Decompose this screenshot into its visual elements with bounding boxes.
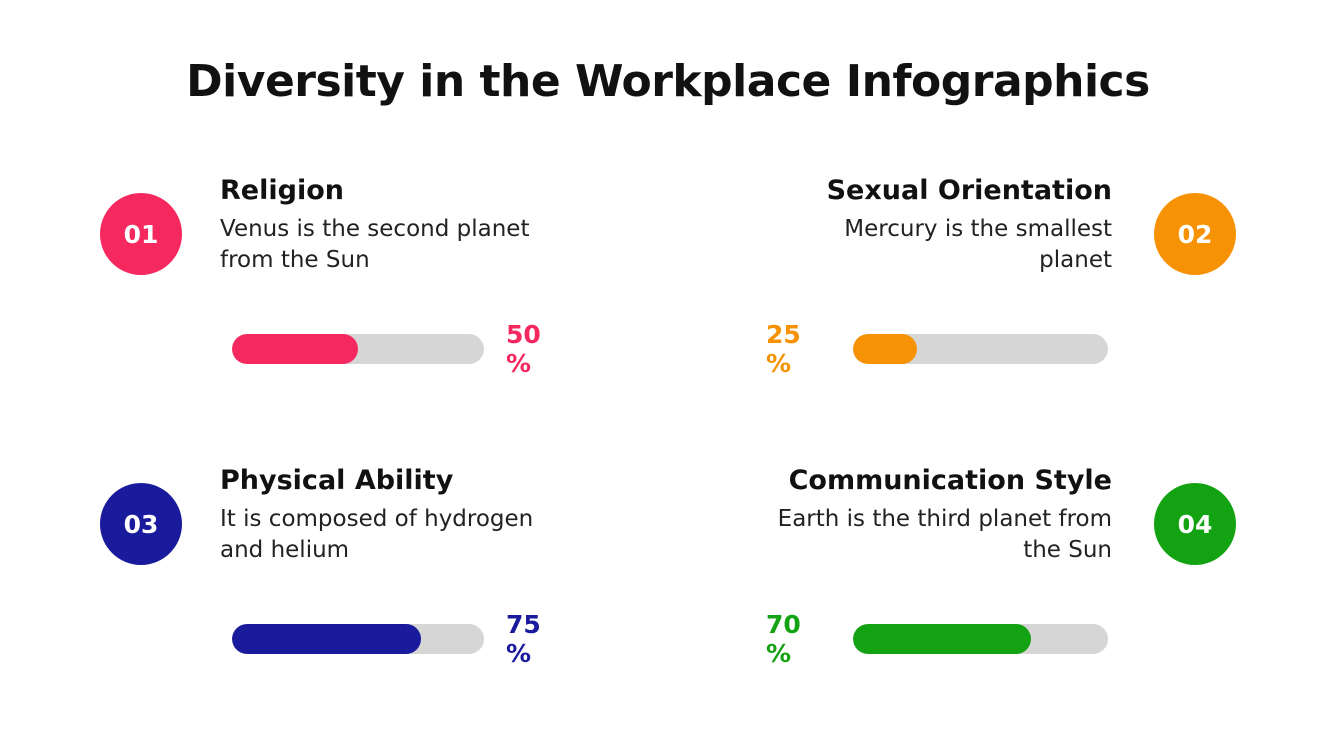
progress-bar-track-03 (232, 624, 484, 654)
progress-bar-fill-01 (232, 334, 358, 364)
item-text-block-01 (220, 175, 570, 276)
progress-bar-fill-02 (853, 334, 917, 364)
progress-percent-label-03: 75 % (506, 610, 541, 668)
progress-bar-track-01 (232, 334, 484, 364)
item-description-04: Earth is the third planet from the Sun (777, 506, 1112, 564)
item-number-badge-01: 01 (100, 193, 182, 275)
item-number-badge-03: 03 (100, 483, 182, 565)
progress-bar-track-02 (853, 334, 1108, 364)
item-text-block-02 (766, 175, 1112, 276)
progress-percent-label-02: 25 % (766, 320, 801, 378)
item-description-01: Venus is the second planet from the Sun (220, 216, 530, 274)
item-number-badge-04: 04 (1154, 483, 1236, 565)
infographic-item-04 (766, 465, 1236, 668)
item-text-block-03 (220, 465, 570, 566)
item-heading-01: Religion (220, 175, 344, 206)
progress-percent-label-04: 70 % (766, 610, 801, 668)
item-number-badge-02: 02 (1154, 193, 1236, 275)
item-heading-02: Sexual Orientation (826, 175, 1112, 206)
progress-bar-fill-03 (232, 624, 421, 654)
item-progress-row-02 (766, 320, 1108, 378)
item-description-02: Mercury is the smallest planet (844, 216, 1112, 274)
item-description-03: It is composed of hydrogen and helium (220, 506, 534, 564)
item-progress-row-03 (232, 610, 570, 668)
infographic-item-01 (100, 175, 570, 378)
item-progress-row-04 (766, 610, 1108, 668)
item-heading-03: Physical Ability (220, 465, 454, 496)
item-heading-04: Communication Style (788, 465, 1112, 496)
infographic-item-02 (766, 175, 1236, 378)
item-progress-row-01 (232, 320, 570, 378)
page-title: Diversity in the Workplace Infographics (186, 56, 1150, 107)
item-text-block-04 (766, 465, 1112, 566)
progress-bar-fill-04 (853, 624, 1032, 654)
progress-bar-track-04 (853, 624, 1108, 654)
progress-percent-label-01: 50 % (506, 320, 541, 378)
infographic-item-03 (100, 465, 570, 668)
